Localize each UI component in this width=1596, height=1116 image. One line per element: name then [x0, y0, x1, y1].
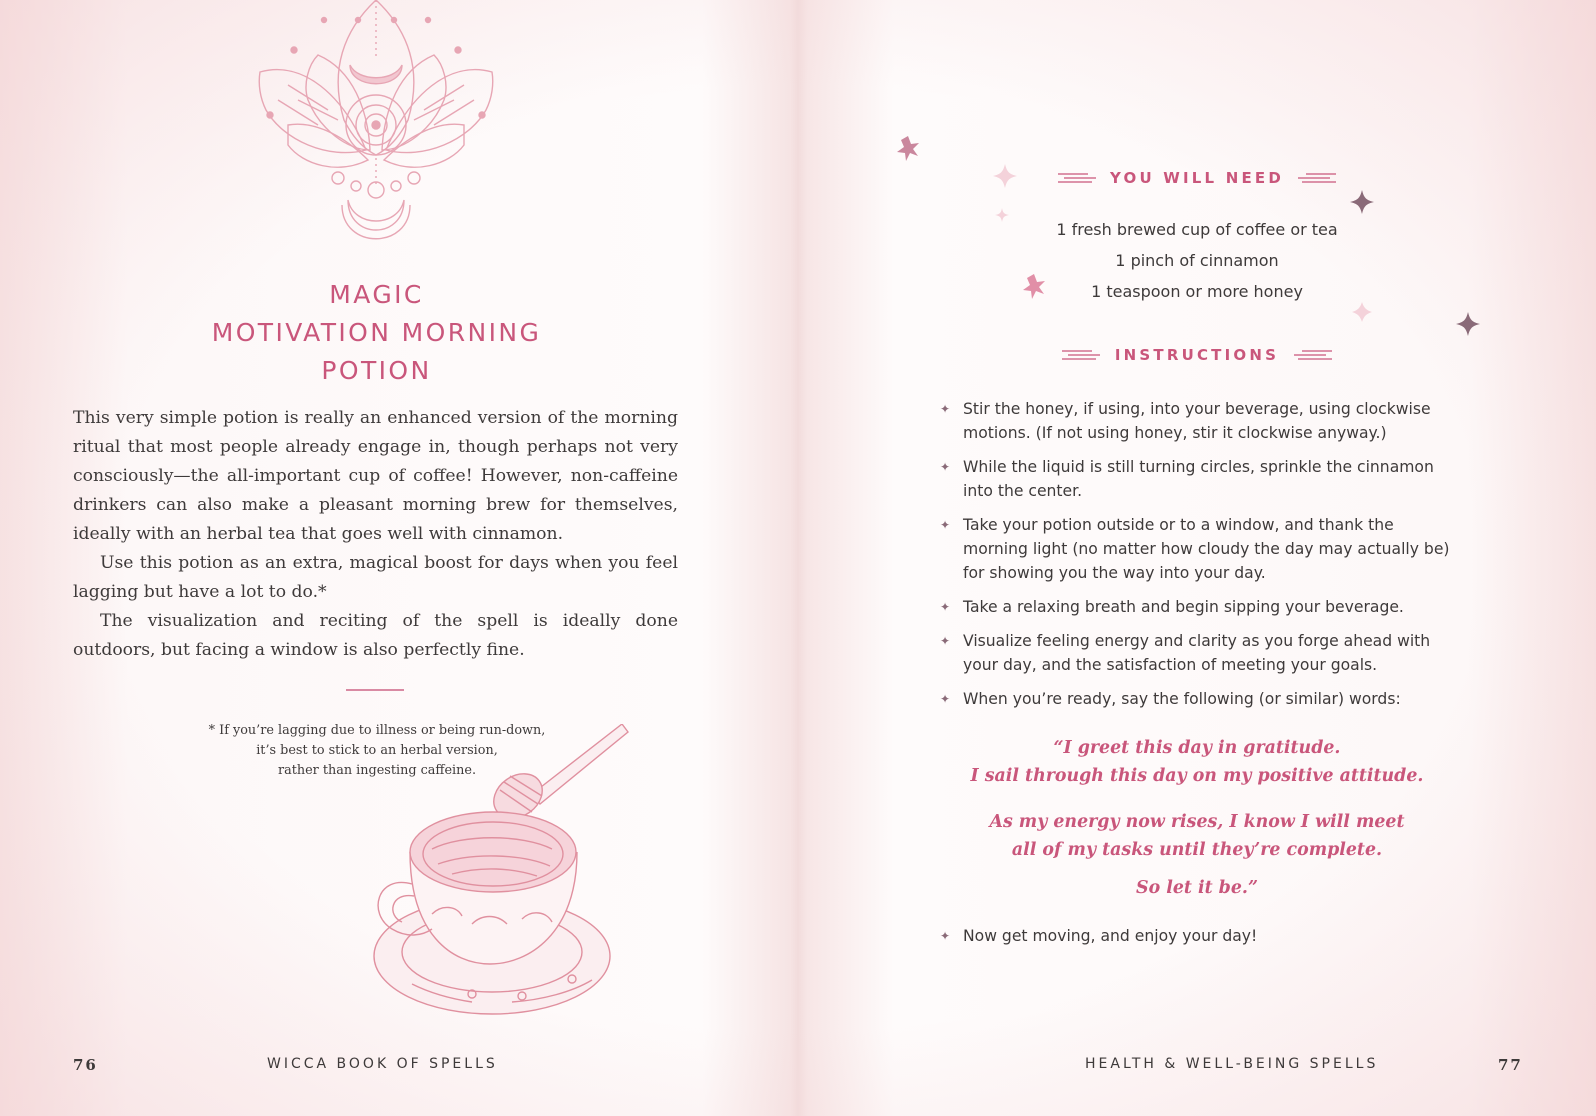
intro-paragraph: This very simple potion is really an enhanced version of the morning ritual that most people already engage in, though perhaps not very consciously—the all-important cup of coffee! However, non-caffeine drinkers can also make a pleasant morning brew for themselves, ideally with an herbal tea that goes well with cinnamon.	[73, 408, 678, 544]
heading-rule-left-icon	[1058, 172, 1096, 184]
sparkle-bullet-icon: ✦	[940, 692, 951, 706]
step-item	[940, 513, 1500, 585]
step-item	[940, 924, 1500, 948]
footnote-line: * If you’re lagging due to illness or being run-down,	[208, 723, 546, 738]
ingredient-item: 1 teaspoon or more honey	[1091, 282, 1303, 301]
honey-teacup-illustration-icon	[372, 724, 642, 1034]
sparkle-bullet-icon: ✦	[940, 402, 951, 416]
verse-line: As my energy now rises, I know I will meet	[989, 812, 1405, 832]
heading-label: INSTRUCTIONS	[1114, 345, 1280, 364]
step-item	[940, 595, 1500, 619]
step-item	[940, 397, 1500, 445]
lotus-moon-ornament-icon	[258, 0, 494, 250]
running-head: HEALTH & WELL-BEING SPELLS	[1085, 1056, 1379, 1072]
verse-line: “I greet this day in gratitude.	[1053, 738, 1341, 758]
intro-paragraph: The visualization and reciting of the spell is ideally done outdoors, but facing a window is also perfectly fine.	[73, 611, 678, 660]
heading-label: YOU WILL NEED	[1109, 168, 1285, 187]
spell-verse-stanza-1	[798, 734, 1596, 790]
ingredient-item: 1 pinch of cinnamon	[1115, 251, 1279, 270]
step-line: your day, and the satisfaction of meeting your goals.	[963, 656, 1378, 674]
intro-text	[73, 404, 678, 665]
sparkle-bullet-icon: ✦	[940, 460, 951, 474]
heading-rule-right-icon	[1298, 172, 1336, 184]
sparkle-bullet-icon: ✦	[940, 929, 951, 943]
verse-line: I sail through this day on my positive attitude.	[970, 766, 1424, 786]
recipe-title	[150, 276, 603, 390]
instructions-heading	[798, 345, 1596, 364]
step-line: When you’re ready, say the following (or similar) words:	[963, 690, 1401, 708]
title-line-3: POTION	[321, 356, 432, 385]
step-line: Now get moving, and enjoy your day!	[963, 927, 1258, 945]
heading-rule-left-icon	[1062, 349, 1100, 361]
step-line: Stir the honey, if using, into your beverage, using clockwise	[963, 400, 1431, 418]
sparkle-bullet-icon: ✦	[940, 600, 951, 614]
sparkle-bullet-icon: ✦	[940, 634, 951, 648]
sparkle-star-icon	[798, 0, 1596, 400]
step-line: Take a relaxing breath and begin sipping your beverage.	[963, 598, 1404, 616]
verse-line: all of my tasks until they’re complete.	[1011, 840, 1383, 860]
title-line-2: MOTIVATION MORNING	[211, 318, 542, 347]
page-number: 76	[73, 1056, 98, 1074]
step-line: for showing you the way into your day.	[963, 564, 1266, 582]
ingredient-list	[798, 214, 1596, 307]
step-item	[940, 455, 1500, 503]
footnote-line: it’s best to stick to an herbal version,	[256, 743, 498, 758]
section-divider	[346, 689, 404, 691]
sparkle-bullet-icon: ✦	[940, 518, 951, 532]
intro-paragraph: Use this potion as an extra, magical boost for days when you feel lagging but have a lot to do.*	[73, 553, 678, 602]
spell-verse-stanza-2	[798, 808, 1596, 864]
step-item	[940, 629, 1500, 677]
step-line: While the liquid is still turning circles, sprinkle the cinnamon	[963, 458, 1434, 476]
ingredient-item: 1 fresh brewed cup of coffee or tea	[1056, 220, 1338, 239]
step-line: morning light (no matter how cloudy the day may actually be)	[963, 540, 1450, 558]
step-line: into the center.	[963, 482, 1083, 500]
spell-verse-closing	[798, 874, 1596, 902]
right-page	[798, 0, 1596, 1116]
instruction-steps	[940, 397, 1500, 711]
step-line: motions. (If not using honey, stir it clockwise anyway.)	[963, 424, 1387, 442]
step-line: Visualize feeling energy and clarity as you forge ahead with	[963, 632, 1431, 650]
final-step-list	[940, 924, 1500, 948]
footnote-line: rather than ingesting caffeine.	[277, 763, 477, 778]
you-will-need-heading	[798, 168, 1596, 187]
verse-line: So let it be.”	[1136, 878, 1258, 898]
title-line-1: MAGIC	[329, 280, 424, 309]
running-head: WICCA BOOK OF SPELLS	[267, 1056, 498, 1072]
step-item	[940, 687, 1500, 711]
page-number: 77	[1498, 1056, 1523, 1074]
step-line: Take your potion outside or to a window, and thank the	[963, 516, 1394, 534]
heading-rule-right-icon	[1294, 349, 1332, 361]
